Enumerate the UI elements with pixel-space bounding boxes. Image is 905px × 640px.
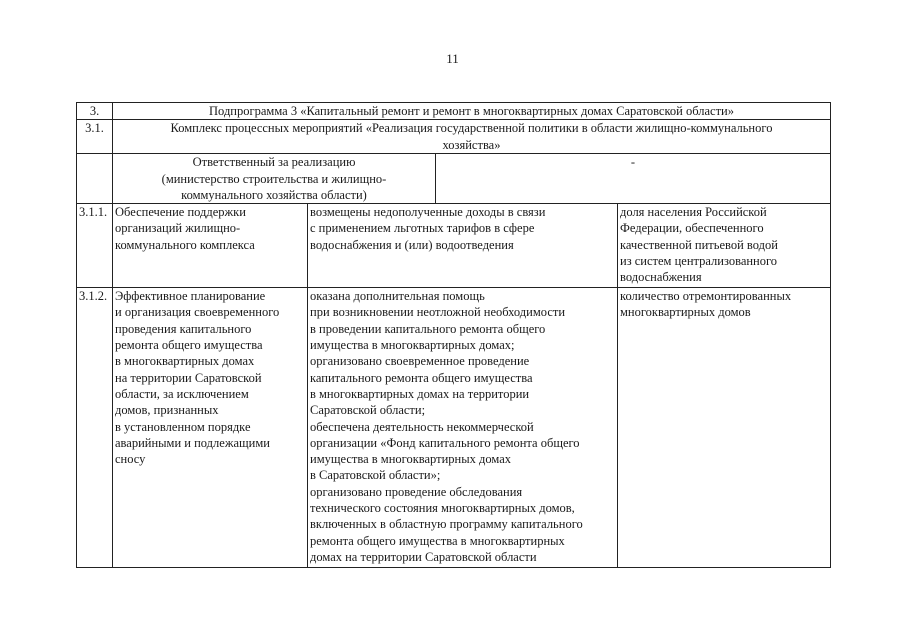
result-line: технического состояния многоквартирных домов, — [310, 501, 575, 516]
indicator-line: доля населения Российской — [620, 205, 767, 220]
task-line: Обеспечение поддержки — [115, 205, 246, 220]
row-number-3-1-2: 3.1.2. — [77, 288, 113, 568]
task-line: сносу — [115, 452, 146, 467]
indicator-line: из систем централизованного — [620, 254, 778, 269]
table-row-complex-3-1 — [77, 120, 831, 154]
page-number: 11 — [446, 51, 459, 66]
complex-title — [113, 120, 831, 154]
indicator-line: Федерации, обеспеченного — [620, 221, 764, 236]
responsible-label — [113, 154, 436, 204]
indicator-line: количество отремонтированных — [620, 289, 792, 304]
task-line: в установленном порядке — [115, 419, 251, 434]
empty-cell — [77, 154, 113, 204]
result-line: обеспечена деятельность некоммерческой — [310, 419, 534, 434]
result-line: включенных в областную программу капитального — [310, 517, 583, 532]
table-row-responsible — [77, 154, 831, 204]
indicator-cell — [618, 204, 831, 288]
result-line: организации «Фонд капитального ремонта общего — [310, 435, 580, 450]
result-line: в Саратовской области»; — [310, 468, 441, 483]
indicator-line: многоквартирных домов — [620, 305, 751, 320]
result-cell — [308, 288, 618, 568]
task-line: области, за исключением — [115, 386, 249, 401]
row-number-3-1-1: 3.1.1. — [77, 204, 113, 288]
result-line: в проведении капитального ремонта общего — [310, 321, 546, 336]
result-line: с применением льготных тарифов в сфере — [310, 221, 535, 236]
result-cell — [308, 204, 618, 288]
responsible-label-line: (министерство строительства и жилищно- — [161, 171, 387, 186]
result-line: имущества в многоквартирных домах — [310, 452, 512, 467]
row-number-3-1: 3.1. — [77, 120, 113, 154]
result-line: капитального ремонта общего имущества — [310, 370, 533, 385]
task-cell — [113, 204, 308, 288]
result-line: в многоквартирных домах на территории — [310, 386, 530, 401]
result-line: возмещены недополученные доходы в связи — [310, 205, 546, 220]
table-row-subprogram-3 — [77, 103, 831, 120]
task-line: домов, признанных — [115, 403, 219, 418]
subprogram-table — [76, 102, 831, 568]
complex-title-line: хозяйства» — [442, 137, 501, 152]
table-row-3-1-2 — [77, 288, 831, 568]
task-cell — [113, 288, 308, 568]
task-line: и организация своевременного — [115, 305, 280, 320]
result-line: при возникновении неотложной необходимости — [310, 305, 566, 320]
complex-title-line: Комплекс процессных мероприятий «Реализация государственной политики в области жилищно-коммунального — [170, 121, 773, 136]
responsible-label-line: коммунального хозяйства области) — [181, 187, 367, 202]
result-line: ремонта общего имущества в многоквартирных — [310, 533, 565, 548]
result-line: организовано проведение обследования — [310, 484, 523, 499]
table-row-3-1-1 — [77, 204, 831, 288]
task-line: на территории Саратовской — [115, 370, 262, 385]
task-line: аварийными и подлежащими — [115, 435, 270, 450]
row-number-3: 3. — [77, 103, 113, 120]
result-line: имущества в многоквартирных домах; — [310, 338, 515, 353]
indicator-line: водоснабжения — [620, 270, 702, 285]
result-line: оказана дополнительная помощь — [310, 289, 485, 304]
task-line: проведения капитального — [115, 321, 252, 336]
result-line: домах на территории Саратовской области — [310, 549, 537, 564]
task-line: Эффективное планирование — [115, 289, 266, 304]
result-line: Саратовской области; — [310, 403, 426, 418]
responsible-value: - — [436, 154, 831, 204]
result-line: водоснабжения и (или) водоотведения — [310, 237, 514, 252]
task-line: ремонта общего имущества — [115, 338, 263, 353]
indicator-cell — [618, 288, 831, 568]
task-line: организаций жилищно- — [115, 221, 241, 236]
result-line: организовано своевременное проведение — [310, 354, 530, 369]
task-line: коммунального комплекса — [115, 237, 255, 252]
subprogram-title: Подпрограмма 3 «Капитальный ремонт и ремонт в многоквартирных домах Саратовской области» — [113, 103, 831, 120]
task-line: в многоквартирных домах — [115, 354, 255, 369]
indicator-line: качественной питьевой водой — [620, 237, 778, 252]
responsible-label-line: Ответственный за реализацию — [192, 155, 356, 170]
